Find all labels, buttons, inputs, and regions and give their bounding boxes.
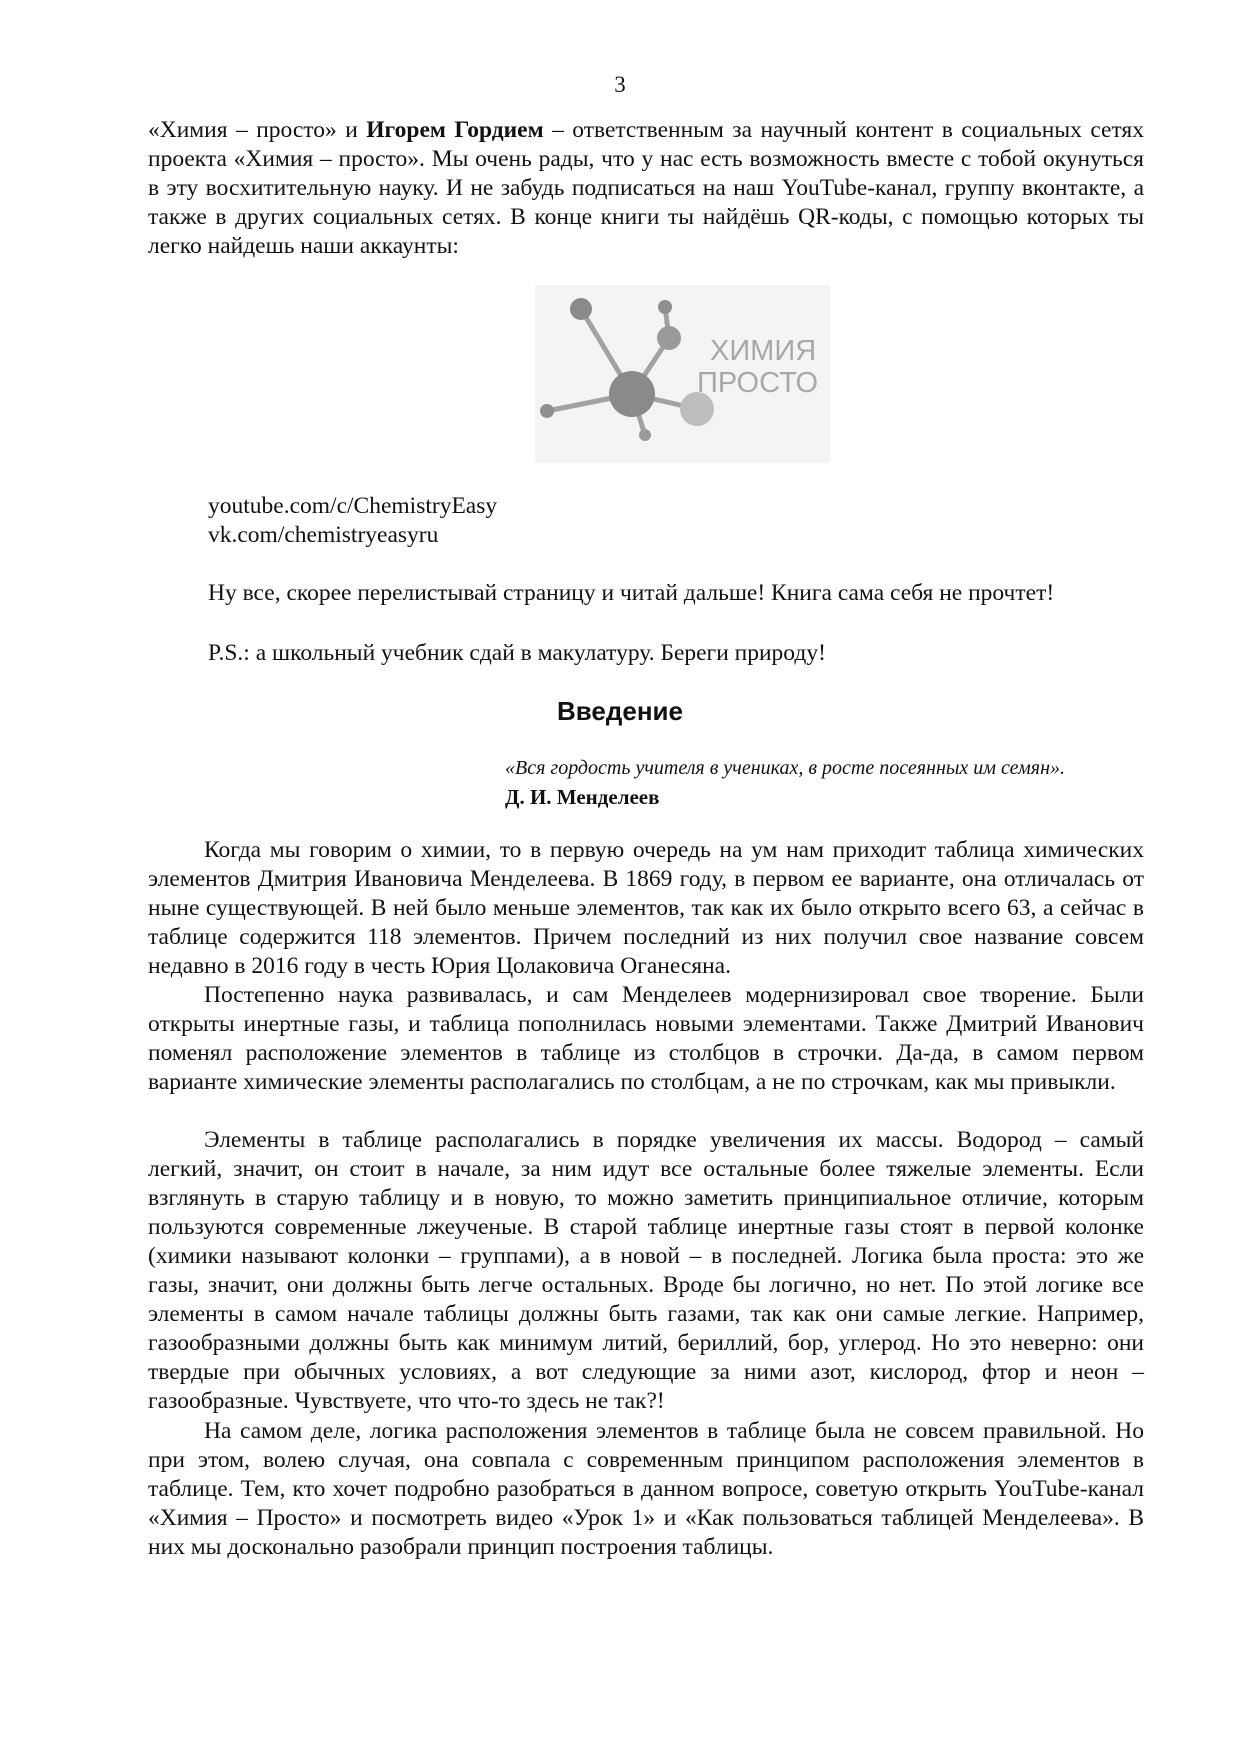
body-paragraph-2: Постепенно наука развивалась, и сам Менделеев модернизировал свое творение. Были открыты инертные газы, и таблица пополнилась новыми элементами. Также Дмитрий Иванович поменял расположение элементов в таблице из столбцов в строчки. Да-да, в самом первом варианте химические элементы располагались по столбцам, а не по строчкам, как мы привыкли. xyxy=(148,982,1144,1095)
intro-paragraph xyxy=(148,116,1144,261)
intro-text-end: – ответственным за научный контент в социальных сетях проекта «Химия – просто». Мы очень рады, что у нас есть возможность вместе с тобой окунуться в эту восхитительную науку. И не забудь подписаться на наш YouTube-канал, группу вконтакте, а также в других социальных сетях. В конце книги ты найдёшь QR-коды, с помощью которых ты легко найдешь наши аккаунты: xyxy=(148,117,1144,259)
call-to-action: Ну все, скорее перелистывай страницу и читай дальше! Книга сама себя не прочтет! xyxy=(208,580,1055,606)
logo-text-line1: ХИМИЯ xyxy=(710,335,817,367)
epigraph-quote: «Вся гордость учителя в учениках, в росте посеянных им семян». xyxy=(505,757,1066,779)
body-paragraph-1: Когда мы говорим о химии, то в первую очередь на ум нам приходит таблица химических элементов Дмитрия Ивановича Менделеева. В 1869 году, в первом ее варианте, она отличалась от ныне существующей. В ней было меньше элементов, так как их было открыто всего 63, а сейчас в таблице содержится 118 элементов. Причем последний из них получил свое название совсем недавно в 2016 году в честь Юрия Цолаковича Оганесяна. xyxy=(148,837,1144,979)
epigraph-author: Д. И. Менделеев xyxy=(505,785,660,809)
body-paragraph-4: На самом деле, логика расположения элементов в таблице была не совсем правильной. Но при этом, волею случая, она совпала с современным принципом расположения элементов в таблице. Тем, кто хочет подробно разобраться в данном вопросе, советую открыть YouTube-канал «Химия – Просто» и посмотреть видео «Урок 1» и «Как пользоваться таблицей Менделеева». В них мы досконально разобрали принцип построения таблицы. xyxy=(148,1418,1144,1560)
postscript: P.S.: а школьный учебник сдай в макулатуру. Береги природу! xyxy=(208,640,826,666)
section-title: Введение xyxy=(557,696,683,726)
vk-link[interactable]: vk.com/chemistryeasyru xyxy=(208,522,439,548)
youtube-link[interactable]: youtube.com/c/ChemistryEasy xyxy=(208,493,498,519)
page-number: 3 xyxy=(614,72,626,97)
chemistry-easy-logo xyxy=(535,285,830,463)
logo-text-line2: ПРОСТО xyxy=(697,367,819,399)
intro-text-start: «Химия – просто» и xyxy=(148,117,367,143)
molecule-logo-icon xyxy=(535,285,830,463)
intro-bold-name: Игорем Гордием xyxy=(366,117,544,143)
body-paragraph-3: Элементы в таблице располагались в порядке увеличения их массы. Водород – самый легкий, значит, он стоит в начале, за ним идут все остальные более тяжелые элементы. Если взглянуть в старую таблицу и в новую, то можно заметить принципиальное отличие, которым пользуются современные лжеученые. В старой таблице инертные газы стоят в первой колонке (химики называют колонки – группами), а в новой – в последней. Логика была проста: это же газы, значит, они должны быть легче остальных. Вроде бы логично, но нет. По этой логике все элементы в самом начале таблицы должны быть газами, так как они самые легкие. Например, газообразными должны быть как минимум литий, бериллий, бор, углерод. Но это неверно: они твердые при обычных условиях, а вот следующие за ними азот, кислород, фтор и неон – газообразные. Чувствуете, что что-то здесь не так?! xyxy=(148,1127,1144,1414)
